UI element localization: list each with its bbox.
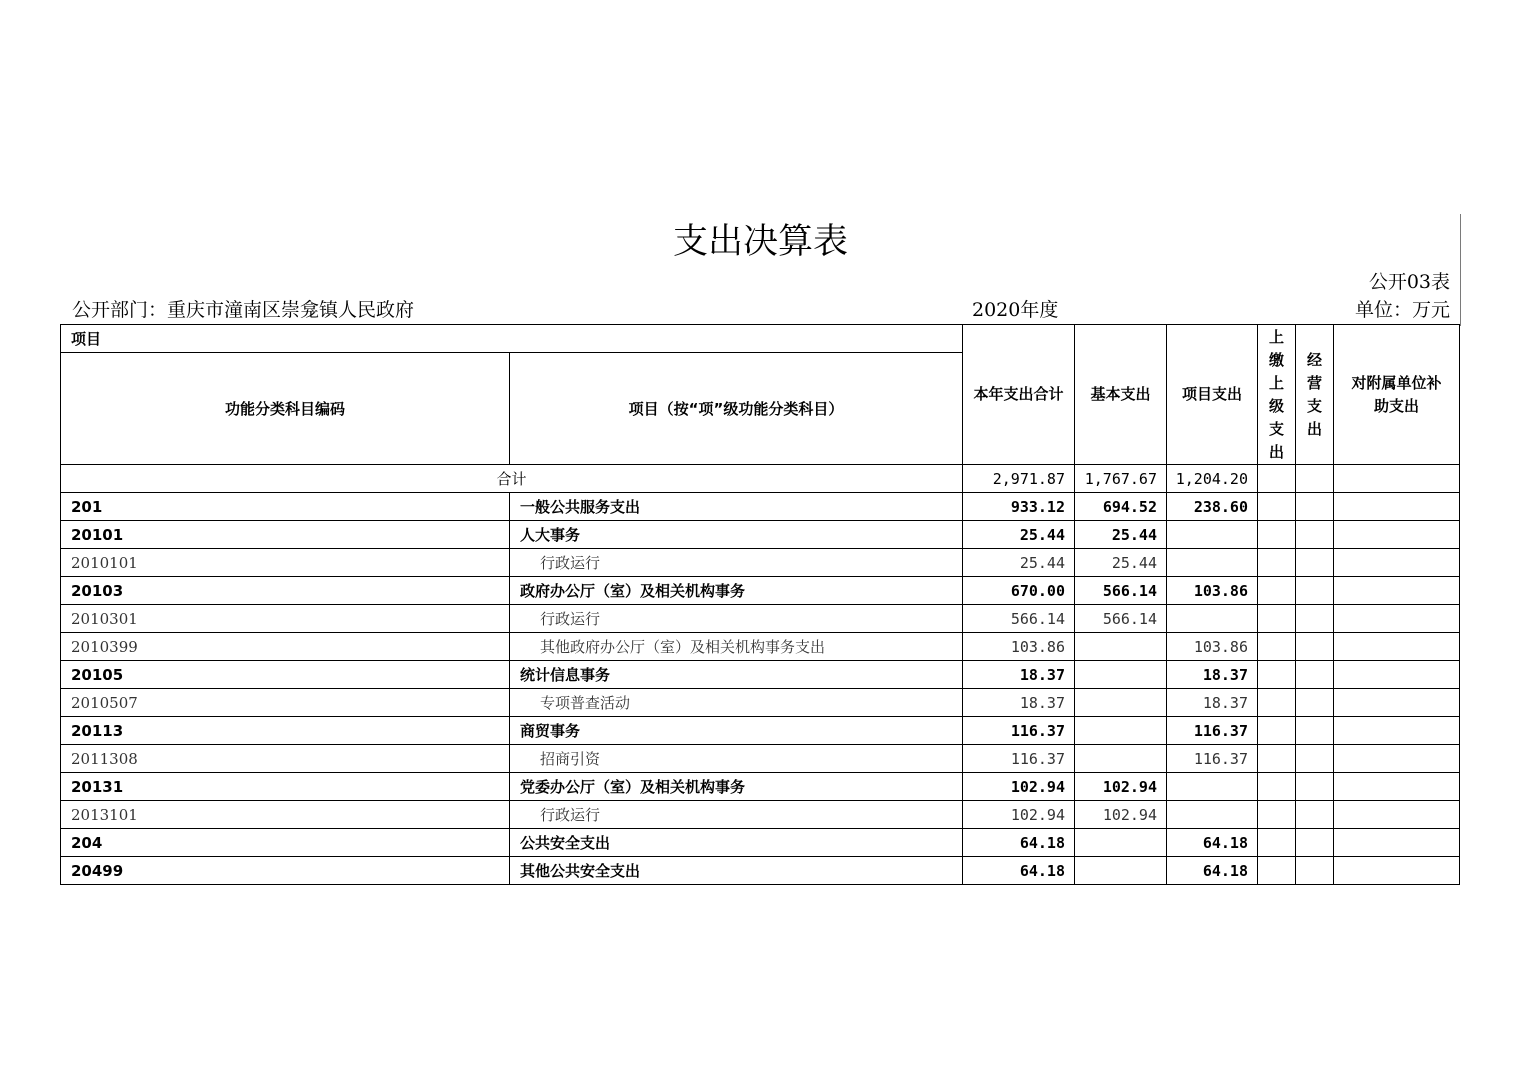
row-business [1296,857,1334,885]
row-code: 2011308 [61,745,510,773]
row-name: 商贸事务 [510,717,963,745]
row-total: 116.37 [963,717,1075,745]
row-upper [1258,521,1296,549]
row-name: 公共安全支出 [510,829,963,857]
row-project: 116.37 [1167,717,1258,745]
row-subsidy [1334,577,1460,605]
total-row [61,465,1460,493]
total-basic: 1,767.67 [1075,465,1167,493]
row-code: 20101 [61,521,510,549]
row-total: 64.18 [963,857,1075,885]
row-project: 103.86 [1167,633,1258,661]
row-code: 20103 [61,577,510,605]
total-amount: 2,971.87 [963,465,1075,493]
row-subsidy [1334,661,1460,689]
row-project: 64.18 [1167,857,1258,885]
row-business [1296,773,1334,801]
row-upper [1258,857,1296,885]
row-upper [1258,801,1296,829]
table-row [61,549,1460,577]
row-basic [1075,857,1167,885]
header-total: 本年支出合计 [963,325,1075,465]
row-code: 2010101 [61,549,510,577]
row-code: 20113 [61,717,510,745]
row-name: 党委办公厅（室）及相关机构事务 [510,773,963,801]
row-total: 670.00 [963,577,1075,605]
table-row [61,605,1460,633]
row-name: 人大事务 [510,521,963,549]
table-row [61,829,1460,857]
row-upper [1258,605,1296,633]
row-project [1167,549,1258,577]
row-basic [1075,745,1167,773]
year-label: 2020年度 [972,299,1059,321]
row-upper [1258,633,1296,661]
row-subsidy [1334,633,1460,661]
row-project: 103.86 [1167,577,1258,605]
row-basic [1075,633,1167,661]
total-label: 合计 [61,465,963,493]
total-project: 1,204.20 [1167,465,1258,493]
row-project: 18.37 [1167,661,1258,689]
row-name: 其他公共安全支出 [510,857,963,885]
row-subsidy [1334,773,1460,801]
table-row [61,577,1460,605]
total-upper [1258,465,1296,493]
row-total: 566.14 [963,605,1075,633]
row-code: 2013101 [61,801,510,829]
row-total: 64.18 [963,829,1075,857]
header-project: 项目支出 [1167,325,1258,465]
row-business [1296,493,1334,521]
table-row [61,717,1460,745]
page-title: 支出决算表 [672,222,848,262]
row-business [1296,745,1334,773]
row-code: 201 [61,493,510,521]
row-basic [1075,829,1167,857]
row-total: 102.94 [963,801,1075,829]
row-subsidy [1334,717,1460,745]
row-total: 18.37 [963,661,1075,689]
row-name: 招商引资 [510,745,963,773]
row-business [1296,829,1334,857]
row-project [1167,801,1258,829]
row-project [1167,773,1258,801]
row-basic: 694.52 [1075,493,1167,521]
row-business [1296,633,1334,661]
row-business [1296,689,1334,717]
row-code: 204 [61,829,510,857]
row-name: 专项普查活动 [510,689,963,717]
row-name: 政府办公厅（室）及相关机构事务 [510,577,963,605]
row-code: 20499 [61,857,510,885]
row-upper [1258,773,1296,801]
row-total: 102.94 [963,773,1075,801]
row-subsidy [1334,605,1460,633]
row-code: 20131 [61,773,510,801]
department-label: 公开部门：重庆市潼南区崇龛镇人民政府 [72,299,415,321]
row-business [1296,801,1334,829]
row-upper [1258,829,1296,857]
header-code: 功能分类科目编码 [61,353,510,465]
header-name: 项目（按“项”级功能分类科目） [510,353,963,465]
row-upper [1258,717,1296,745]
table-row [61,633,1460,661]
row-code: 2010507 [61,689,510,717]
row-project: 18.37 [1167,689,1258,717]
row-subsidy [1334,801,1460,829]
header-upper: 上缴上级支出 [1258,325,1296,465]
table-row [61,857,1460,885]
header-basic: 基本支出 [1075,325,1167,465]
row-business [1296,549,1334,577]
row-subsidy [1334,521,1460,549]
row-name: 其他政府办公厅（室）及相关机构事务支出 [510,633,963,661]
row-basic: 102.94 [1075,773,1167,801]
expenditure-table [60,324,1460,885]
row-subsidy [1334,745,1460,773]
row-project: 116.37 [1167,745,1258,773]
row-basic: 102.94 [1075,801,1167,829]
row-basic: 566.14 [1075,605,1167,633]
row-upper [1258,745,1296,773]
row-name: 统计信息事务 [510,661,963,689]
total-subsidy [1334,465,1460,493]
unit-label: 单位：万元 [1354,299,1450,321]
row-upper [1258,689,1296,717]
row-upper [1258,549,1296,577]
row-basic [1075,661,1167,689]
row-upper [1258,493,1296,521]
row-basic [1075,689,1167,717]
form-number: 公开03表 [1368,271,1450,293]
table-row [61,801,1460,829]
row-business [1296,605,1334,633]
row-basic: 25.44 [1075,521,1167,549]
row-basic: 566.14 [1075,577,1167,605]
table-row [61,521,1460,549]
row-total: 103.86 [963,633,1075,661]
row-total: 25.44 [963,549,1075,577]
row-business [1296,521,1334,549]
row-code: 2010301 [61,605,510,633]
row-name: 一般公共服务支出 [510,493,963,521]
row-basic: 25.44 [1075,549,1167,577]
row-total: 116.37 [963,745,1075,773]
row-subsidy [1334,857,1460,885]
table-row [61,745,1460,773]
row-subsidy [1334,829,1460,857]
row-subsidy [1334,493,1460,521]
row-business [1296,717,1334,745]
row-name: 行政运行 [510,605,963,633]
header-subsidy: 对附属单位补助支出 [1334,325,1460,465]
row-project: 64.18 [1167,829,1258,857]
table-row [61,773,1460,801]
total-business [1296,465,1334,493]
row-subsidy [1334,549,1460,577]
row-total: 933.12 [963,493,1075,521]
row-total: 18.37 [963,689,1075,717]
row-basic [1075,717,1167,745]
row-project: 238.60 [1167,493,1258,521]
table-row [61,689,1460,717]
row-total: 25.44 [963,521,1075,549]
table-row [61,493,1460,521]
row-business [1296,661,1334,689]
row-name: 行政运行 [510,549,963,577]
row-code: 20105 [61,661,510,689]
table-row [61,661,1460,689]
row-code: 2010399 [61,633,510,661]
header-item: 项目 [61,325,963,353]
row-project [1167,521,1258,549]
row-subsidy [1334,689,1460,717]
row-business [1296,577,1334,605]
header-business: 经营支出 [1296,325,1334,465]
row-upper [1258,577,1296,605]
row-name: 行政运行 [510,801,963,829]
row-project [1167,605,1258,633]
row-upper [1258,661,1296,689]
